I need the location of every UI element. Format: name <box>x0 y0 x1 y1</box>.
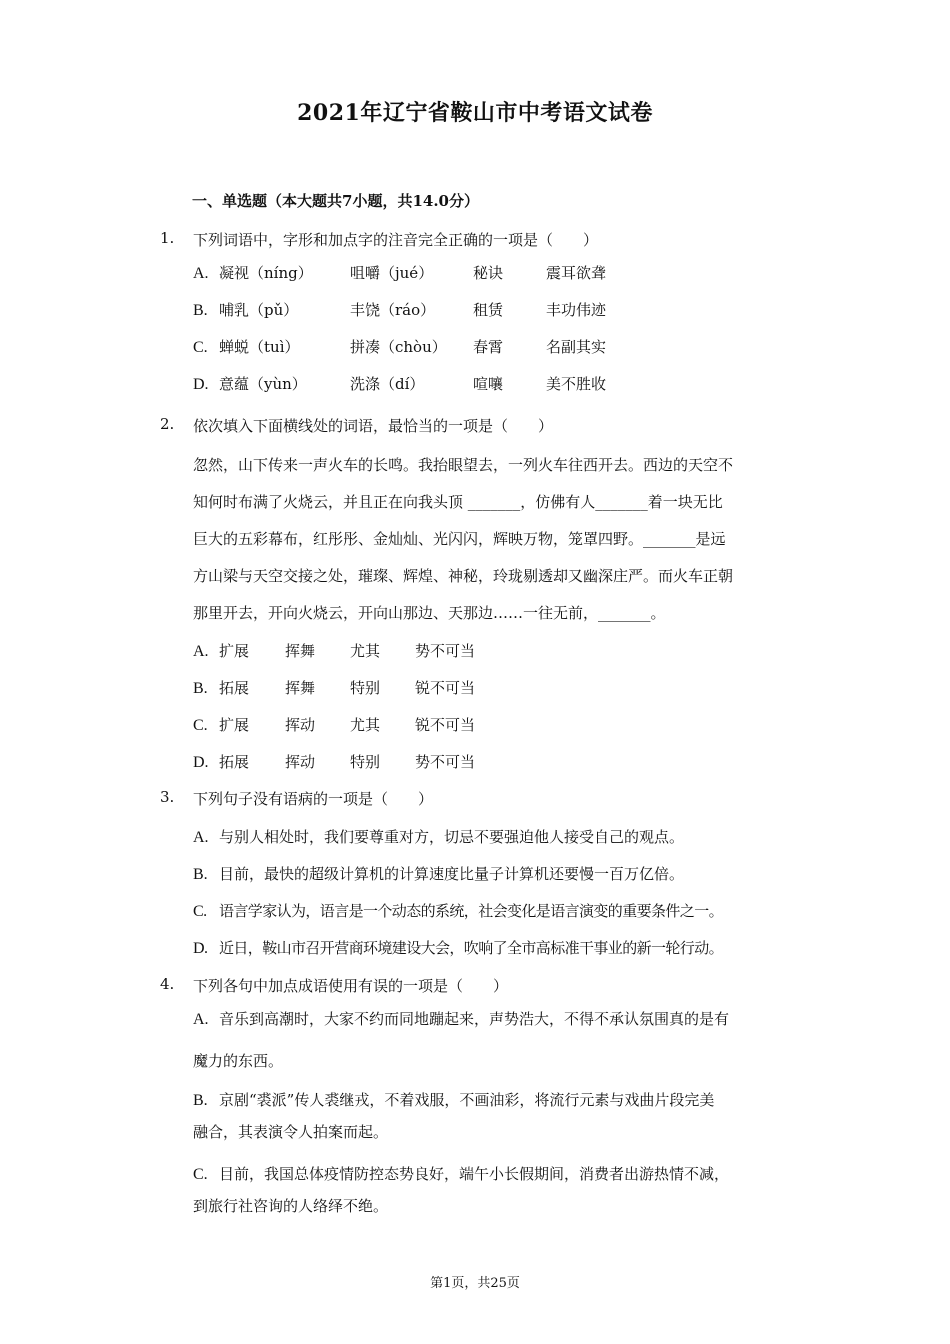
option-letter: B. <box>193 1092 208 1109</box>
option-c-continuation: 到旅行社咨询的人络绎不绝。 <box>193 1197 389 1215</box>
option-text: 音乐到高潮时，大家不约而同地蹦起来，声势浩大，不得不承认氛围真的是有 <box>219 1010 730 1028</box>
option-text: 近日，鞍山市召开营商环境建设大会，吹响了全市高标准干事业的新一轮行动。 <box>219 939 724 957</box>
question-number: 4. <box>160 975 175 993</box>
option-item: 洗涤（dí） <box>350 375 425 393</box>
option-letter: C. <box>193 1166 208 1183</box>
option-item: 秘诀 <box>473 264 504 282</box>
option-letter: A. <box>193 643 209 660</box>
option-letter: C. <box>193 717 208 734</box>
option-item: 锐不可当 <box>415 679 476 697</box>
option-item: 拼凑（chòu） <box>350 338 447 356</box>
page-title: 2021年辽宁省鞍山市中考语文试卷 <box>297 100 653 126</box>
option-item: 哺乳（pǔ） <box>219 301 299 319</box>
option-letter: B. <box>193 866 208 883</box>
passage-line: 忽然，山下传来一声火车的长鸣。我抬眼望去，一列火车往西开去。西边的天空不 <box>193 456 734 474</box>
option-item: 春霄 <box>473 338 504 356</box>
passage-line: 知何时布满了火烧云，并且正在向我头顶 _______，仿佛有人_______着一块无比 <box>193 493 723 511</box>
question-number: 1. <box>160 229 175 247</box>
option-a <box>193 1008 729 1029</box>
option-item: 特别 <box>350 679 381 697</box>
option-item: 丰功伟迹 <box>546 301 607 319</box>
option-letter: D. <box>193 754 209 771</box>
option-b <box>193 299 606 320</box>
passage-line: 那里开去，开向火烧云，开向山那边、天那边……一往无前，_______。 <box>193 604 666 622</box>
option-item: 拓展 <box>219 753 250 771</box>
option-item: 喧嚷 <box>473 375 504 393</box>
passage-line: 巨大的五彩幕布，红彤彤、金灿灿、光闪闪，辉映万物，笼罩四野。_______是远 <box>193 530 726 548</box>
option-a <box>193 640 475 661</box>
option-text: 与别人相处时，我们要尊重对方，切忌不要强迫他人接受自己的观点。 <box>219 828 685 846</box>
option-item: 挥舞 <box>285 679 316 697</box>
option-b-continuation: 融合，其表演令人拍案而起。 <box>193 1123 389 1141</box>
option-c <box>193 714 475 735</box>
question-number: 3. <box>160 788 175 806</box>
option-c <box>193 1163 729 1184</box>
option-item: 锐不可当 <box>415 716 476 734</box>
option-item: 名副其实 <box>546 338 607 356</box>
question-text: 下列词语中，字形和加点字的注音完全正确的一项是（ ） <box>193 231 599 249</box>
option-d <box>193 751 475 772</box>
option-d <box>193 937 723 958</box>
option-item: 租赁 <box>473 301 504 319</box>
option-item: 尤其 <box>350 642 381 660</box>
option-item: 咀嚼（jué） <box>350 264 434 282</box>
option-text: 目前，我国总体疫情防控态势良好，端午小长假期间，消费者出游热情不减， <box>219 1165 730 1183</box>
option-letter: A. <box>193 1011 209 1028</box>
option-item: 势不可当 <box>415 642 476 660</box>
question-number: 2. <box>160 415 175 433</box>
option-letter: D. <box>193 940 208 957</box>
option-letter: A. <box>193 829 209 846</box>
option-item: 挥动 <box>285 753 316 771</box>
question-text: 下列句子没有语病的一项是（ ） <box>193 790 434 808</box>
option-item: 丰饶（ráo） <box>350 301 436 319</box>
option-c <box>193 336 606 357</box>
option-item: 凝视（níng） <box>219 264 313 282</box>
section-heading: 一、单选题（本大题共7小题，共14.0分） <box>192 192 479 210</box>
option-letter: C. <box>193 339 208 356</box>
option-a <box>193 826 684 847</box>
option-item: 蝉蜕（tuì） <box>219 338 300 356</box>
option-text: 京剧“裘派”传人裘继戎，不着戏服，不画油彩，将流行元素与戏曲片段完美 <box>219 1091 715 1109</box>
option-item: 势不可当 <box>415 753 476 771</box>
question-text: 依次填入下面横线处的词语，最恰当的一项是（ ） <box>193 417 554 435</box>
option-letter: B. <box>193 680 208 697</box>
option-letter: A. <box>193 265 209 282</box>
option-item: 特别 <box>350 753 381 771</box>
option-item: 扩展 <box>219 716 250 734</box>
option-b <box>193 863 684 884</box>
option-item: 意蕴（yùn） <box>219 375 307 393</box>
option-b <box>193 677 475 698</box>
passage-line: 方山梁与天空交接之处，璀璨、辉煌、神秘，玲珑剔透却又幽深庄严。而火车正朝 <box>193 567 734 585</box>
option-letter: C. <box>193 903 207 920</box>
option-item: 美不胜收 <box>546 375 607 393</box>
option-text: 语言学家认为，语言是一个动态的系统，社会变化是语言演变的重要条件之一。 <box>219 902 724 920</box>
option-a-continuation: 魔力的东西。 <box>193 1052 284 1070</box>
option-item: 震耳欲聋 <box>546 264 607 282</box>
question-text: 下列各句中加点成语使用有误的一项是（ ） <box>193 977 509 995</box>
option-d <box>193 373 606 394</box>
option-a <box>193 262 606 283</box>
option-c <box>193 900 723 921</box>
option-text: 目前，最快的超级计算机的计算速度比量子计算机还要慢一百万亿倍。 <box>219 865 685 883</box>
page-footer: 第1页，共25页 <box>430 1276 520 1291</box>
option-item: 扩展 <box>219 642 250 660</box>
option-letter: D. <box>193 376 209 393</box>
option-letter: B. <box>193 302 208 319</box>
option-item: 拓展 <box>219 679 250 697</box>
option-item: 尤其 <box>350 716 381 734</box>
option-item: 挥动 <box>285 716 316 734</box>
option-item: 挥舞 <box>285 642 316 660</box>
option-b <box>193 1089 714 1110</box>
